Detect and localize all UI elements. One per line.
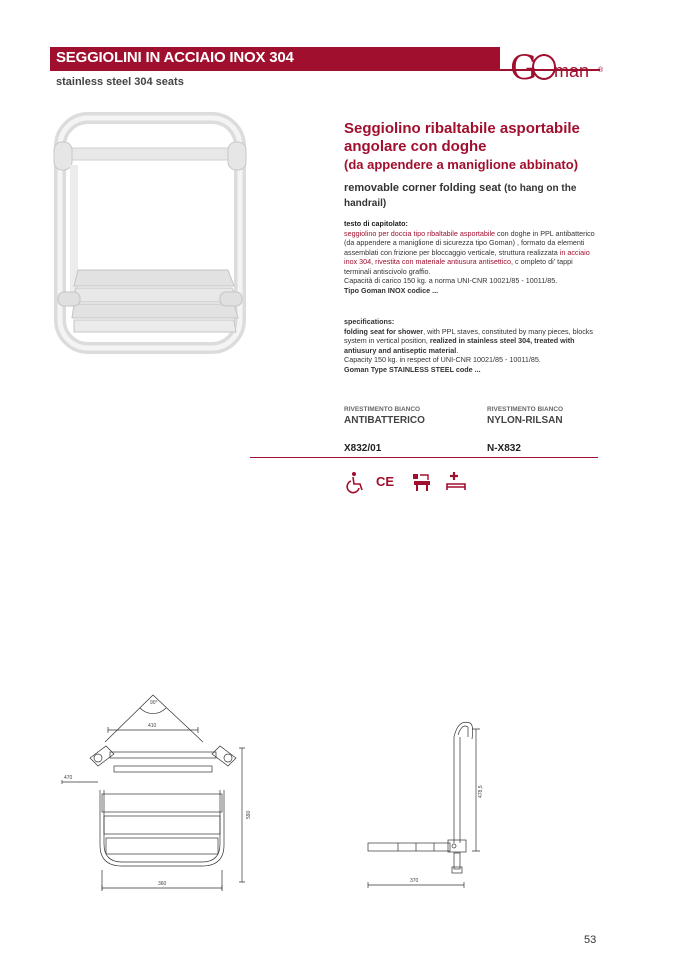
logo-text: man <box>554 61 590 81</box>
spec-it-text1: con doghe in PPL antibatterico (da appendere a maniglione di sicurezza tipo Goman) , formato da elementi assemblati con frizione per bloccaggio verticale, struttura realizzata <box>344 228 595 257</box>
product-title-line2: angolare con doghe <box>344 138 487 155</box>
variant-2-name: NYLON-RILSAN <box>487 415 563 426</box>
spec-it-red1: seggiolino per doccia tipo ribaltabile asportabile <box>344 228 496 238</box>
dim-height: 590 <box>246 810 252 819</box>
spec-en-text2: . <box>456 345 459 355</box>
variant-2-label: RIVESTIMENTO BIANCO <box>487 406 564 413</box>
spec-it-red2: in acciaio inox 304, rivestita con materiale antiusura antisettico <box>344 247 590 266</box>
spec-en-bold2: realized in stainless steel 304, treated with antiusury and antiseptic material <box>344 336 575 355</box>
logo-o-circle <box>532 54 556 80</box>
page-title: SEGGIOLINI IN ACCIAIO INOX 304 <box>56 49 294 66</box>
dim-left-depth: 470 <box>64 775 73 781</box>
spec-english <box>344 317 600 374</box>
dim-bottom-width: 360 <box>158 881 167 887</box>
wheelchair-icon <box>344 470 368 494</box>
spec-en-label: specifications: <box>344 317 395 326</box>
product-title <box>344 120 604 174</box>
logo-g-letter: G <box>510 48 538 88</box>
variant-2-code: N-X832 <box>487 443 521 454</box>
certification-icons <box>344 470 484 494</box>
spec-en-bold1: folding seat for shower <box>344 326 424 336</box>
shower-seat-icon <box>410 470 434 494</box>
dim-top-width: 410 <box>148 723 157 729</box>
technical-drawing-front <box>58 670 268 900</box>
spec-en-text1: , with PPL staves, constituted by many pieces, blocks system in vertical position, <box>344 326 593 345</box>
dim-side-height: 478,5 <box>478 785 484 798</box>
product-title-line1: Seggiolino ribaltabile asportabile <box>344 120 580 137</box>
spec-it-code: Tipo Goman INOX codice ... <box>344 285 439 295</box>
ce-mark-icon: CE <box>376 474 395 489</box>
medical-bed-icon <box>444 470 468 494</box>
spec-it-body <box>344 229 600 277</box>
spec-it-label: testo di capitolato: <box>344 219 408 228</box>
dim-angle: 90° <box>150 700 158 706</box>
product-en-rest: (to hang on the handrail) <box>344 183 577 209</box>
page-number: 53 <box>584 934 597 946</box>
page-subtitle: stainless steel 304 seats <box>56 76 184 88</box>
variant-1-code: X832/01 <box>344 443 382 454</box>
variant-1-name: ANTIBATTERICO <box>344 415 425 426</box>
technical-drawing-side <box>340 715 490 900</box>
goman-logo <box>510 48 605 90</box>
spec-en-code: Goman Type STAINLESS STEEL code ... <box>344 364 481 374</box>
spec-en-capacity: Capacity 150 kg. in respect of UNI-CNR 10021/85 - 10011/85. <box>344 355 541 364</box>
spec-it-text2: , c ompleto di' tappi terminali antiscivolo graffio. <box>344 257 573 276</box>
product-photo <box>50 110 250 360</box>
spec-italian <box>344 219 600 295</box>
product-title-english <box>344 181 604 211</box>
variant-rule <box>250 457 598 458</box>
logo-registered-mark: ® <box>598 67 604 74</box>
product-en-main: removable corner folding seat <box>344 182 502 194</box>
spec-en-body <box>344 327 600 356</box>
dim-side-width: 370 <box>410 878 419 884</box>
spec-it-capacity: Capacità di carico 150 kg. a norma UNI-CNR 10021/85 - 10011/85. <box>344 276 558 285</box>
variant-1-label: RIVESTIMENTO BIANCO <box>344 406 421 413</box>
product-title-line3: (da appendere a maniglione abbinato) <box>344 157 579 172</box>
